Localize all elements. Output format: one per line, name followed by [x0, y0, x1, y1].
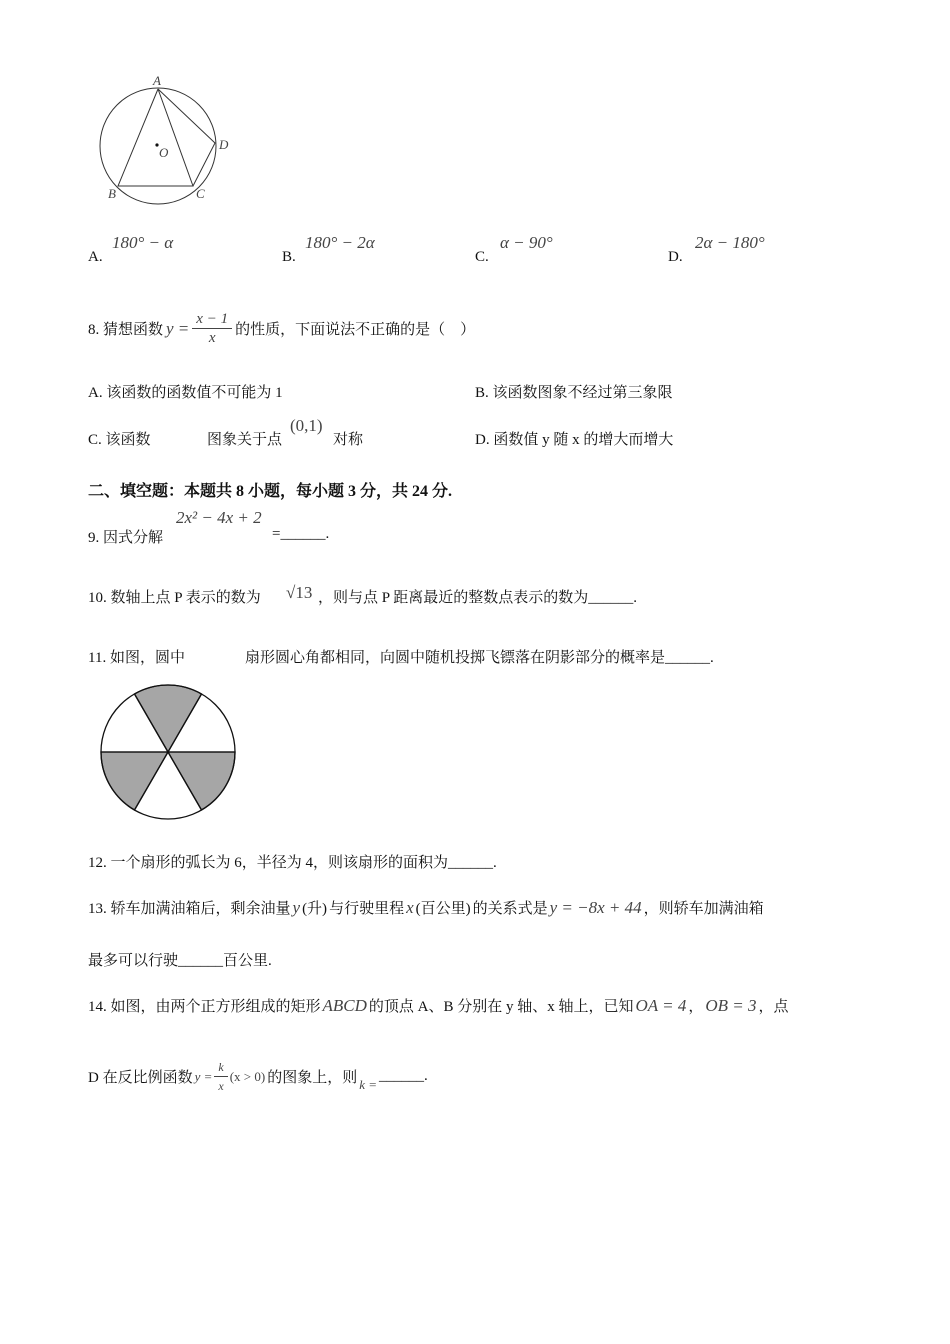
q7-option-a-expr: 180° − α: [112, 233, 174, 252]
q13-unit-y: (升): [302, 901, 328, 917]
q14-cond: (x > 0): [229, 1068, 266, 1084]
pie-figure-q11: [101, 685, 235, 819]
q7-option-a-letter: A.: [88, 249, 103, 265]
q14-sep: ，: [688, 999, 704, 1015]
q8-option-b: B. 该函数图象不经过第三象限: [475, 385, 673, 401]
q14-fraction: [214, 1058, 227, 1095]
q8-option-c-a: C. 该函数: [88, 432, 151, 448]
q8-den: x: [208, 330, 216, 346]
q8-prefix: 8. 猜想函数: [88, 322, 164, 338]
q14-abcd: ABCD: [322, 995, 367, 1015]
q10-expr: √13: [286, 583, 313, 602]
q14-text-a: 14. 如图，由两个正方形组成的矩形: [88, 999, 321, 1015]
q7-option-d-expr: 2α − 180°: [695, 233, 765, 252]
q14-k: k =: [359, 1076, 378, 1092]
q7-option-b-expr: 180° − 2α: [305, 233, 375, 252]
q13-expr: y = −8x + 44: [549, 897, 642, 917]
q9-expr: 2x² − 4x + 2: [176, 508, 262, 527]
q13-text-d: ，则轿车加满油箱: [643, 901, 764, 917]
q14-line2: [88, 1058, 428, 1095]
q14-den: x: [218, 1079, 224, 1093]
q8-num: x − 1: [192, 310, 232, 329]
q8-option-c-c: 对称: [333, 432, 364, 448]
q13-x: x: [406, 897, 414, 917]
q8-option-d: D. 函数值 y 随 x 的增大而增大: [475, 432, 674, 448]
q13-text-a: 13. 轿车加满油箱后，剩余油量: [88, 901, 291, 917]
q13-text-b: 与行驶里程: [329, 901, 405, 917]
q13-unit-x: (百公里): [415, 901, 471, 917]
q14-text-c: ，点: [758, 999, 789, 1015]
q8-fraction: [192, 310, 232, 347]
q11-suffix: 扇形圆心角都相同，向圆中随机投掷飞镖落在阴影部分的概率是______.: [245, 650, 714, 666]
q7-option-d-letter: D.: [668, 249, 683, 265]
q14-line2-a: D 在反比例函数: [88, 1070, 193, 1086]
q7-option-b-letter: B.: [282, 249, 296, 265]
q12: 12. 一个扇形的弧长为 6，半径为 4，则该扇形的面积为______.: [88, 855, 497, 871]
q13-text-c: 的关系式是: [472, 901, 548, 917]
label-A: A: [153, 73, 161, 88]
section-2-heading: 二、填空题：本题共 8 小题，每小题 3 分，共 24 分.: [88, 483, 453, 500]
q7-option-c-expr: α − 90°: [500, 233, 553, 252]
q8-suffix: 的性质，下面说法不正确的是（ ）: [235, 322, 476, 338]
q7-option-c-letter: C.: [475, 249, 489, 265]
label-O: O: [159, 145, 169, 160]
q9-suffix: =______.: [272, 526, 330, 542]
q14-line1: [88, 995, 789, 1016]
q13-y: y: [292, 897, 301, 917]
label-D: D: [219, 137, 229, 152]
q8-y: y =: [166, 318, 190, 338]
q14-ob: OB = 3: [705, 995, 757, 1015]
label-B: B: [108, 186, 116, 201]
q8-option-c-b: 图象关于点: [207, 432, 283, 448]
q10-suffix: ，则与点 P 距离最近的整数点表示的数为______.: [318, 590, 638, 606]
q14-oa: OA = 4: [635, 995, 687, 1015]
q11-prefix: 11. 如图，圆中: [88, 650, 185, 666]
q13-line1: [88, 897, 764, 918]
q9-prefix: 9. 因式分解: [88, 530, 164, 546]
q14-y: y =: [194, 1068, 213, 1084]
q14-blank: ______.: [379, 1068, 428, 1084]
label-C: C: [196, 186, 205, 201]
q14-line2-b: 的图象上，则: [267, 1070, 358, 1086]
q14-text-b: 的顶点 A、B 分别在 y 轴、x 轴上，已知: [368, 999, 634, 1015]
q8-stem: [88, 310, 475, 347]
q8-option-a: A. 该函数的函数值不可能为 1: [88, 385, 283, 401]
q8-option-c-point: (0,1): [290, 416, 323, 435]
q10-prefix: 10. 数轴上点 P 表示的数为: [88, 590, 261, 606]
q13-line2: 最多可以行驶______百公里.: [88, 953, 272, 969]
q14-num: k: [214, 1058, 227, 1077]
